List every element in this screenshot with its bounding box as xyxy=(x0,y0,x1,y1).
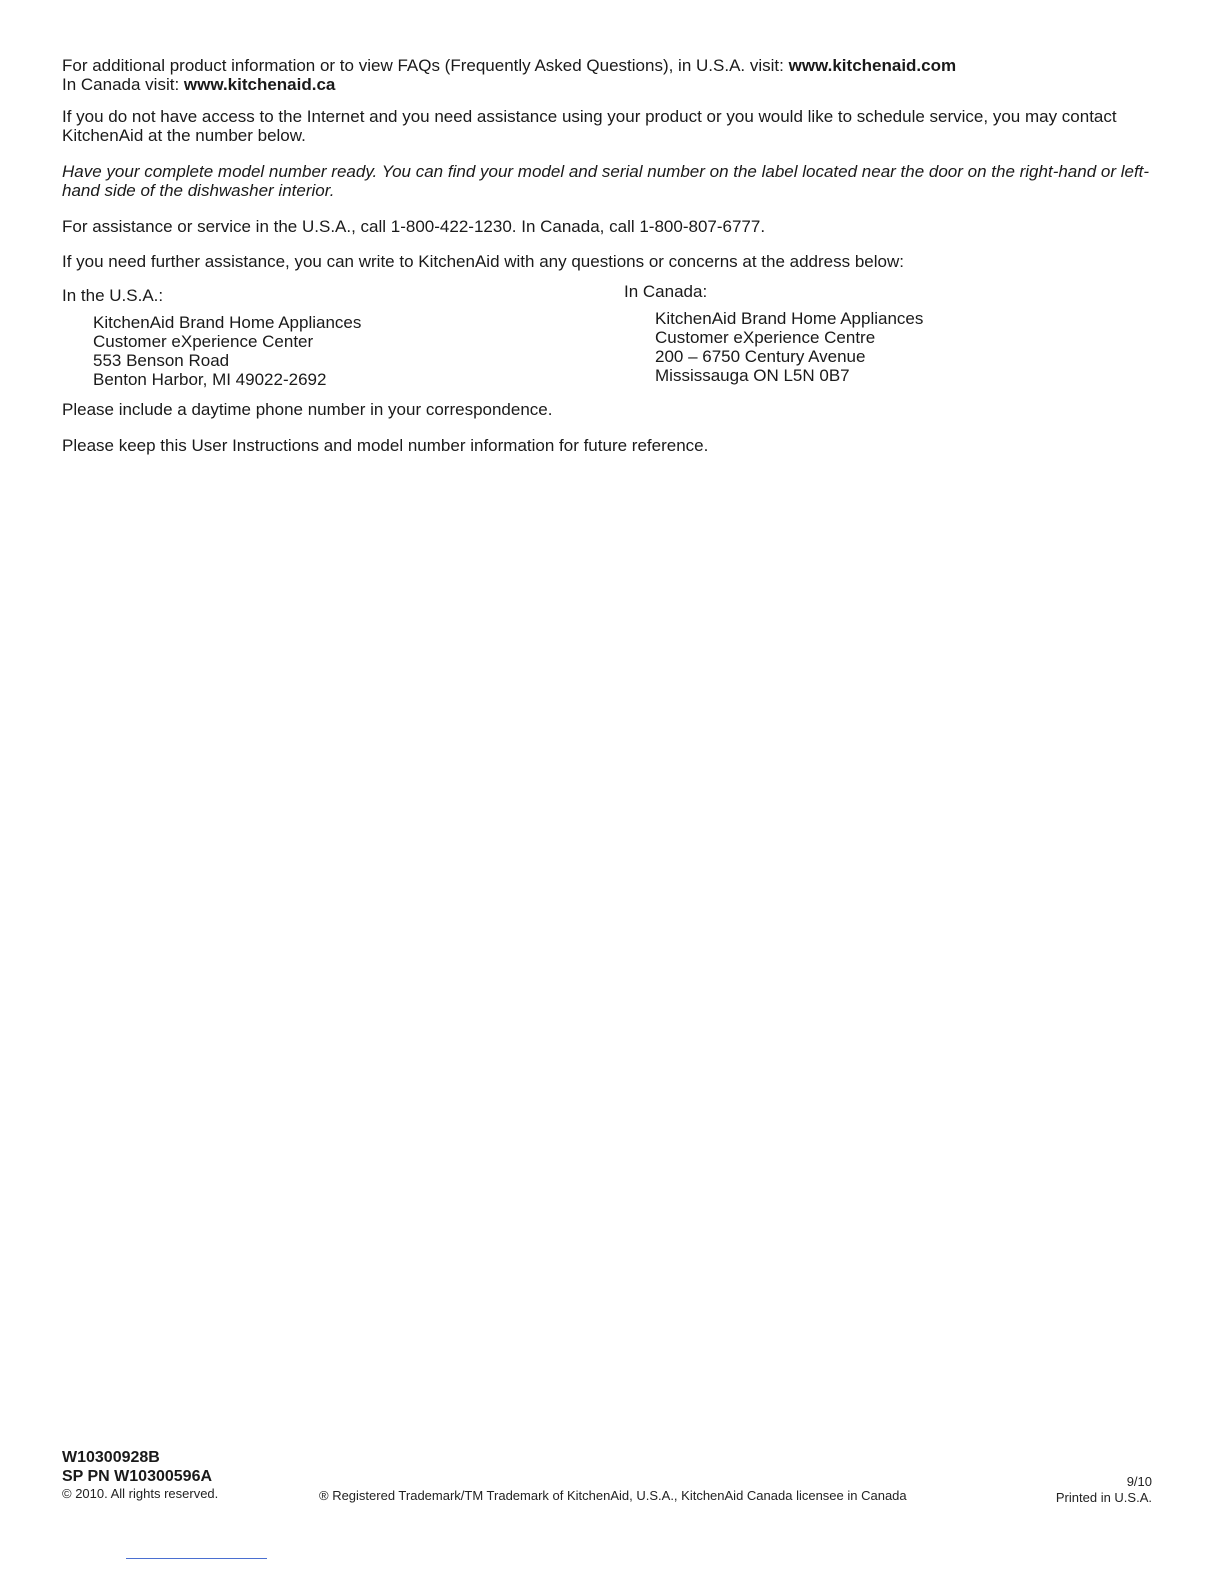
address-usa xyxy=(62,286,361,389)
address-canada-line: 200 – 6750 Century Avenue xyxy=(655,347,866,366)
copyright: © 2010. All rights reserved. xyxy=(62,1486,219,1501)
address-canada xyxy=(624,282,923,385)
website-canada-link[interactable]: www.kitchenaid.ca xyxy=(183,75,336,94)
address-section xyxy=(62,282,1157,392)
model-number-paragraph: Have your complete model number ready. You can find your model and serial number on the label located near the door on the right-hand or left-hand side of the dishwasher interior. xyxy=(62,162,1150,200)
address-usa-line: 553 Benson Road xyxy=(93,351,230,370)
info-line1-text: For additional product information or to view FAQs (Frequently Asked Questions), in U.S.A. visit: xyxy=(62,56,789,75)
address-usa-line: Customer eXperience Center xyxy=(93,332,314,351)
document-body xyxy=(62,56,1157,472)
address-usa-line: Benton Harbor, MI 49022-2692 xyxy=(93,370,327,389)
write-paragraph: If you need further assistance, you can write to KitchenAid with any questions or concerns at the address below: xyxy=(62,252,904,271)
address-canada-heading: In Canada: xyxy=(624,282,708,301)
address-usa-line: KitchenAid Brand Home Appliances xyxy=(93,313,362,332)
address-canada-line: KitchenAid Brand Home Appliances xyxy=(655,309,924,328)
part-number: W10300928B xyxy=(62,1449,160,1466)
info-line2-text: In Canada visit: xyxy=(62,75,184,94)
keep-instructions-paragraph: Please keep this User Instructions and model number information for future reference. xyxy=(62,436,709,455)
sp-part-number: SP PN W10300596A xyxy=(62,1468,213,1485)
website-usa-link[interactable]: www.kitchenaid.com xyxy=(788,56,957,75)
footer-right xyxy=(1056,1474,1152,1506)
phone-paragraph: For assistance or service in the U.S.A., call 1-800-422-1230. In Canada, call 1-800-807-6777. xyxy=(62,217,766,236)
footer-left xyxy=(62,1448,218,1502)
print-date: 9/10 xyxy=(1126,1474,1152,1489)
daytime-phone-paragraph: Please include a daytime phone number in your correspondence. xyxy=(62,400,553,419)
trademark-notice: ® Registered Trademark/TM Trademark of KitchenAid, U.S.A., KitchenAid Canada licensee in Canada xyxy=(319,1488,907,1503)
address-canada-line: Mississauga ON L5N 0B7 xyxy=(655,366,850,385)
no-internet-paragraph: If you do not have access to the Internet and you need assistance using your product or you would like to schedule service, you may contact KitchenAid at the number below. xyxy=(62,107,1117,145)
link-underline-divider xyxy=(126,1558,267,1559)
printed-location: Printed in U.S.A. xyxy=(1055,1490,1152,1505)
address-canada-lines xyxy=(655,309,923,385)
info-paragraph xyxy=(62,56,1157,94)
address-usa-heading: In the U.S.A.: xyxy=(62,286,164,305)
address-usa-lines xyxy=(93,313,361,389)
address-canada-line: Customer eXperience Centre xyxy=(655,328,876,347)
